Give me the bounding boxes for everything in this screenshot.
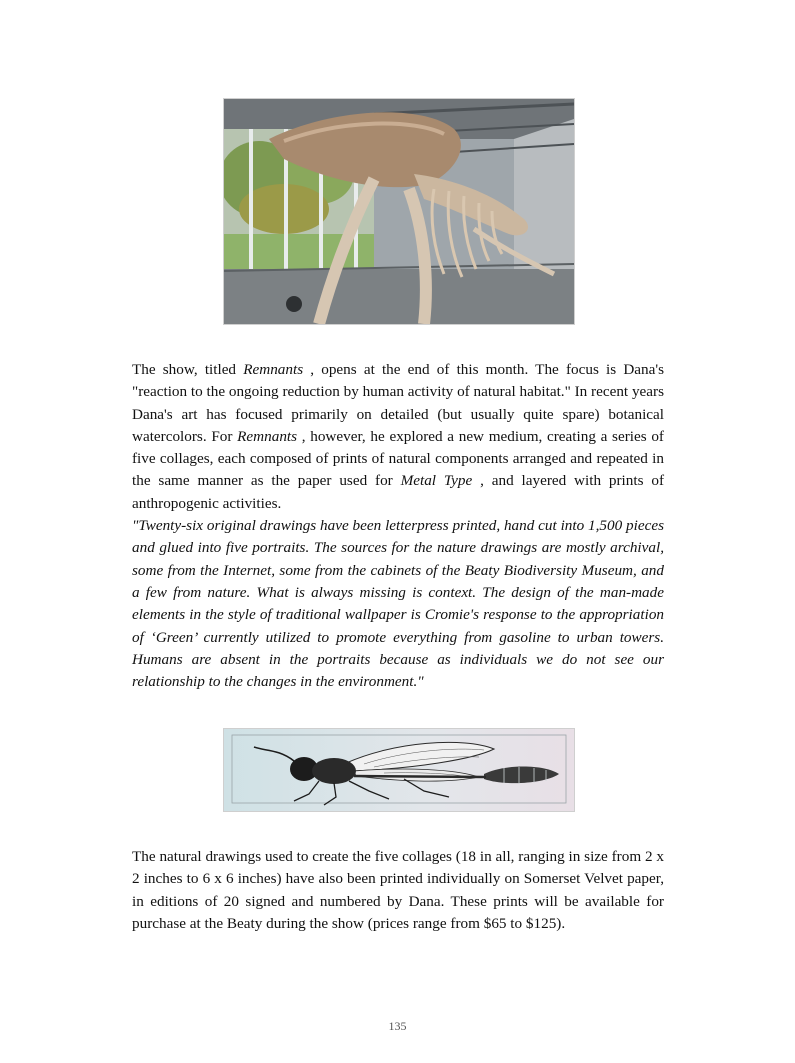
- article-body: [132, 359, 664, 693]
- insect-drawing-photo: [223, 728, 575, 812]
- text-run: The show, titled: [132, 361, 244, 378]
- text-run: , opens at the end of this month. The focus is Dana's "reaction to the ongoing reduction by human activity of natural habitat." In recent years Dana's art has focused primarily on detailed (but usually quite spare) botanical watercolors. For: [132, 361, 665, 445]
- text-run: , however, he explored a new medium, creating a series of five collages, each composed of prints of natural components arranged and repeated in the same manner as the paper used for: [132, 427, 664, 490]
- show-title: Remnants: [237, 427, 298, 445]
- insect-drawing-illustration: [224, 729, 574, 811]
- text-run: , and layered with prints of anthropogenic activities.: [132, 472, 664, 512]
- paper-name: Metal Type: [400, 472, 473, 490]
- show-title: Remnants: [243, 361, 304, 378]
- intro-paragraph: [132, 359, 664, 515]
- prints-paragraph-text: The natural drawings used to create the five collages (18 in all, ranging in size from 2 x 2 inches to 6 x 6 inches) have also been printed individually on Somerset Velvet paper, in editions of 20 signed and numbered by Dana. These prints will be available for purchase at the Beaty during the show (prices range from $65 to $125).: [132, 848, 664, 932]
- artist-quote: "Twenty-six original drawings have been letterpress printed, hand cut into 1,500 pieces and glued into five portraits. The sources for the nature drawings are mostly archival, some from the Internet, some from the cabinets of the Beaty Biodiversity Museum, and a few from nature. What is always missing is context. The design of the man-made elements in the style of traditional wallpaper is Cromie's response to the appropriation of ‘Green’ currently utilized to promote everything from gasoline to urban towers. Humans are absent in the portraits because as individuals we do not see our relationship to the changes in the environment.": [132, 517, 664, 691]
- whale-skeleton-illustration: [224, 99, 574, 324]
- whale-skeleton-photo: [223, 98, 575, 325]
- prints-paragraph: [132, 846, 664, 935]
- page-number: 135: [388, 1019, 407, 1033]
